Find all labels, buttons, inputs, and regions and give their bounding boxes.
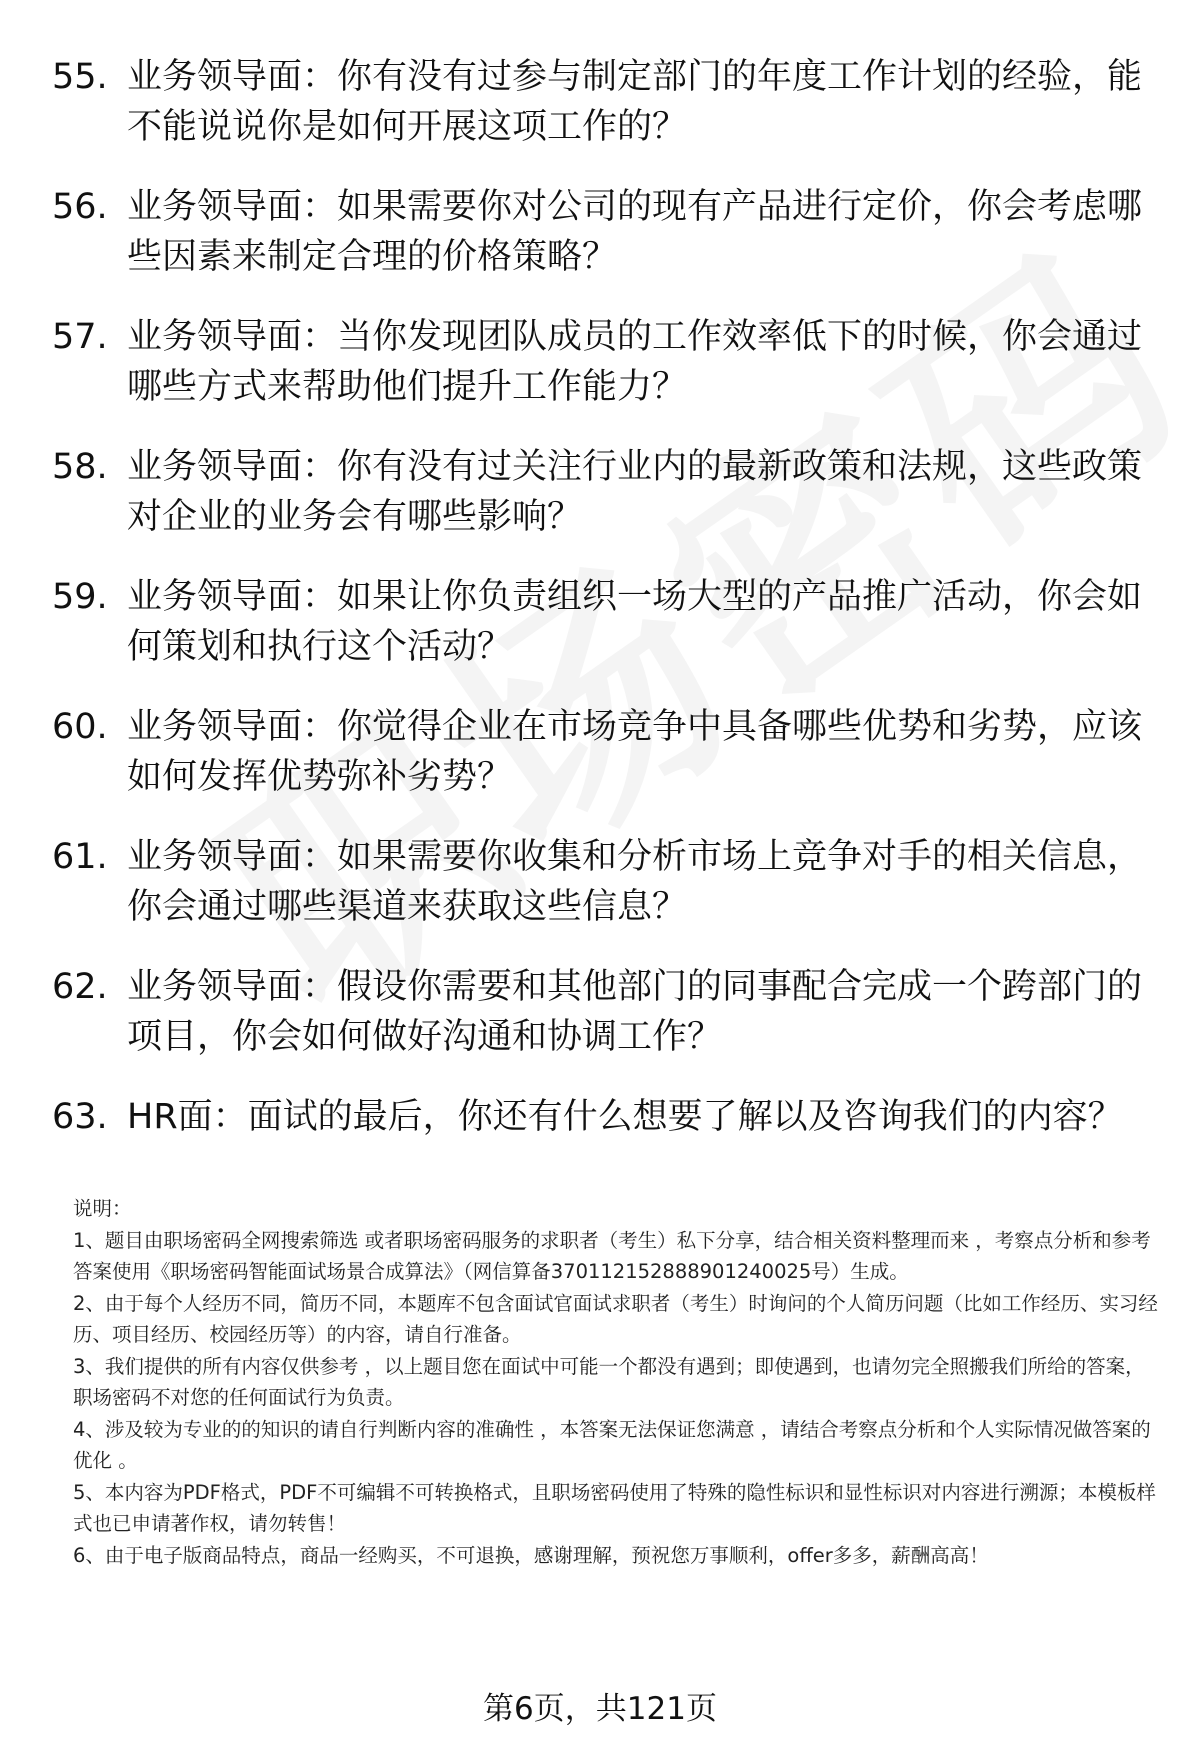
question-number: 58. — [52, 447, 108, 487]
question-text: 业务领导面：你觉得企业在市场竞争中具备哪些优势和劣势，应该如何发挥优势弥补劣势？ — [127, 707, 1143, 797]
question-item — [52, 52, 1162, 152]
note-item: 4、涉及较为专业的的知识的请自行判断内容的准确性 ，本答案无法保证您满意 ，请结合考察点分析和个人实际情况做答案的优化 。 — [73, 1417, 1151, 1472]
question-text: 业务领导面：你有没有过参与制定部门的年度工作计划的经验，能不能说说你是如何开展这项工作的？ — [127, 57, 1143, 147]
question-list — [52, 52, 1162, 1172]
notes-heading: 说明： — [73, 1197, 132, 1220]
question-number: 62. — [52, 967, 108, 1007]
question-item — [52, 1092, 1162, 1142]
question-number: 57. — [52, 317, 108, 357]
question-item — [52, 962, 1162, 1062]
question-number: 63. — [52, 1097, 108, 1137]
question-text: 业务领导面：如果需要你收集和分析市场上竞争对手的相关信息，你会通过哪些渠道来获取这些信息？ — [127, 837, 1143, 927]
note-item: 2、由于每个人经历不同，简历不同，本题库不包含面试官面试求职者（考生）时询问的个人简历问题（比如工作经历、实习经历、项目经历、校园经历等）的内容，请自行准备。 — [73, 1291, 1158, 1346]
question-number: 59. — [52, 577, 108, 617]
question-text: 业务领导面：如果让你负责组织一场大型的产品推广活动，你会如何策划和执行这个活动？ — [127, 577, 1143, 667]
question-text: 业务领导面：假设你需要和其他部门的同事配合完成一个跨部门的项目，你会如何做好沟通和协调工作？ — [127, 967, 1143, 1057]
page-footer: 第6页，共121页 — [483, 1691, 717, 1727]
question-item — [52, 572, 1162, 672]
note-item: 3、我们提供的所有内容仅供参考 ，以上题目您在面试中可能一个都没有遇到；即使遇到，也请勿完全照搬我们所给的答案，职场密码不对您的任何面试行为负责。 — [73, 1354, 1145, 1409]
question-item — [52, 832, 1162, 932]
question-item — [52, 182, 1162, 282]
question-item — [52, 312, 1162, 412]
question-number: 55. — [52, 57, 108, 97]
question-item — [52, 702, 1162, 802]
question-text: HR面：面试的最后，你还有什么想要了解以及咨询我们的内容？ — [127, 1097, 1123, 1137]
question-text: 业务领导面：当你发现团队成员的工作效率低下的时候，你会通过哪些方式来帮助他们提升工作能力？ — [127, 317, 1143, 407]
question-number: 60. — [52, 707, 108, 747]
question-number: 61. — [52, 837, 108, 877]
question-item — [52, 442, 1162, 542]
question-text: 业务领导面：如果需要你对公司的现有产品进行定价，你会考虑哪些因素来制定合理的价格策略？ — [127, 187, 1143, 277]
notes-section — [73, 1193, 1163, 1571]
question-number: 56. — [52, 187, 108, 227]
note-item: 1、题目由职场密码全网搜索筛选 或者职场密码服务的求职者（考生）私下分享，结合相关资料整理而来 ，考察点分析和参考答案使用《职场密码智能面试场景合成算法》（网信算备370112152888901240025号）生成。 — [73, 1228, 1151, 1283]
note-item: 6、由于电子版商品特点，商品一经购买，不可退换，感谢理解，预祝您万事顺利，offer多多，薪酬高高！ — [73, 1543, 989, 1567]
question-text: 业务领导面：你有没有过关注行业内的最新政策和法规，这些政策对企业的业务会有哪些影响？ — [127, 447, 1143, 537]
note-item: 5、本内容为PDF格式，PDF不可编辑不可转换格式，且职场密码使用了特殊的隐性标识和显性标识对内容进行溯源；本模板样式也已申请著作权，请勿转售！ — [73, 1480, 1156, 1535]
